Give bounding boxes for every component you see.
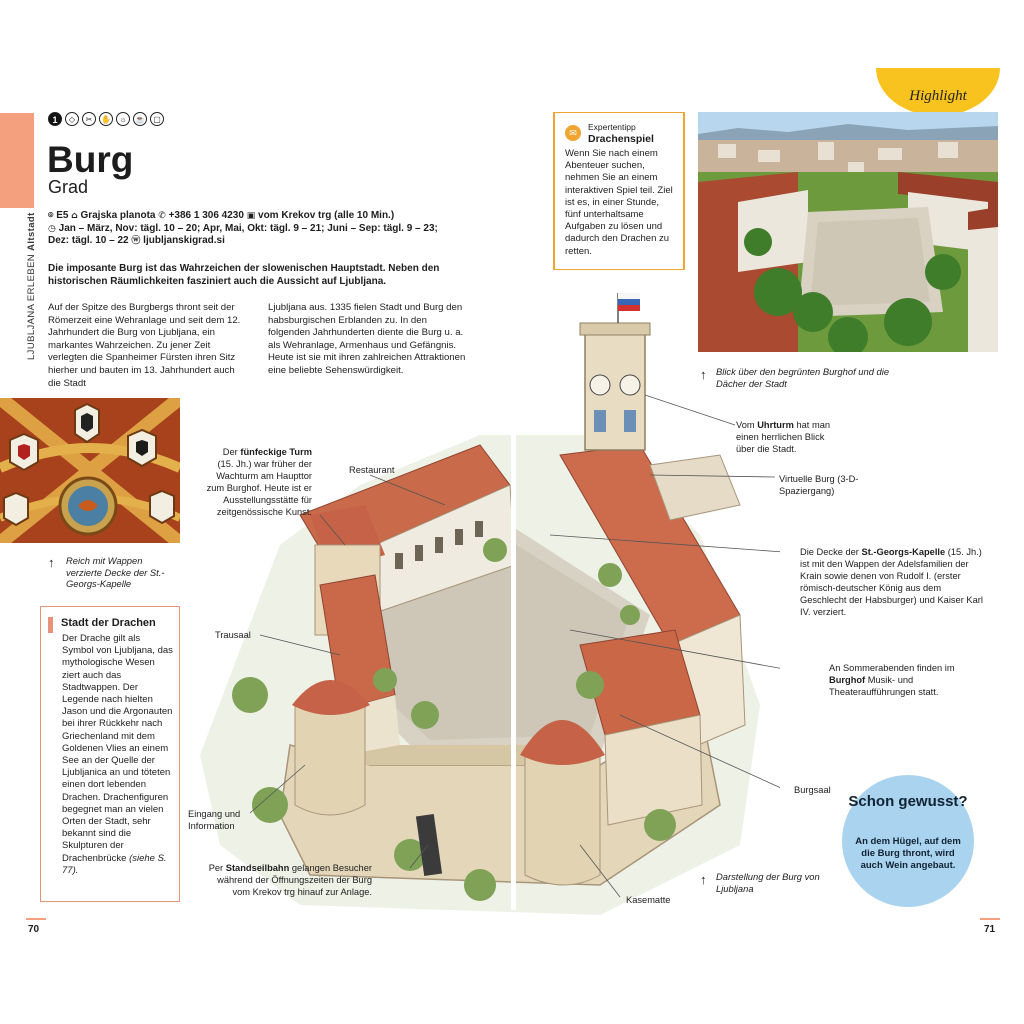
did-you-know-text: An dem Hügel, auf dem die Burg thront, wird auch Wein angebaut.: [855, 836, 961, 871]
page-title: Burg: [47, 139, 134, 180]
info-transport: vom Krekov trg (alle 10 Min.): [258, 210, 395, 221]
highlight-label: Highlight: [909, 88, 967, 104]
dragon-box-title: Stadt der Drachen: [61, 617, 156, 629]
lead-paragraph: Die imposante Burg ist das Wahrzeichen der slowenischen Hauptstadt. Neben den historischen Räumlichkeiten fasziniert auch die Aussicht auf Ljubljana.: [48, 263, 440, 287]
label-courtyard-prefix: An Sommerabenden finden im: [829, 663, 955, 673]
courtyard-photo-caption: Blick über den begrünten Burghof und die Dächer der Stadt: [716, 366, 890, 389]
section-color-tab: [0, 113, 34, 208]
entry-number: 1: [48, 112, 62, 126]
info-grid: E5: [56, 210, 69, 221]
label-funicular-prefix: Per: [208, 863, 226, 873]
chapel-ceiling-photo: [0, 398, 180, 543]
label-funicular-bold: Standseilbahn: [225, 863, 290, 873]
dragon-box-body: Der Drache gilt als Symbol von Ljubljana, das mythologische Wesen ziert auch das Stadtwappen. Der Legende nach hielten Jason und die Argonauten bei ihrer Rückkehr nach Griechenland mit dem Goldenen Vlies an einem See an der Quelle der Ljubljanica an und töteten einen dort lebenden Drachen. Drachenfiguren begegnet man an vielen Orten der Stadt, sehr bekannt sind die Skulpturen der Drachenbrücke: [62, 633, 173, 864]
hand-icon: ✋: [99, 112, 113, 126]
castle-illustration: [180, 285, 780, 925]
label-clock-prefix: Vom: [736, 420, 758, 430]
label-funicular: [200, 862, 372, 898]
map-pin-icon: ◇: [65, 112, 79, 126]
section-name: LJUBLJANA ERLEBEN: [26, 253, 37, 360]
label-tower-bold: fünfeckige Turm: [240, 447, 312, 457]
dragon-box-reference[interactable]: (siehe S. 77).: [62, 852, 167, 876]
dragon-box-text: [62, 633, 174, 877]
cup-icon: ☕: [133, 112, 147, 126]
chapel-ceiling-caption: Reich mit Wappen verzierte Decke der St.-Georgs-Kapelle: [66, 555, 165, 589]
body-column-2: Ljubljana aus. 1335 fielen Stadt und Burg den habsburgischen Erblanden zu. In den folgenden Jahrhunderten diente die Burg u. a. als Wehranlage, Armenhaus und Gefängnis. Heute ist sie mit ihren zahlreichen Attraktionen eine beliebte Sehenswürdigkeit.: [268, 302, 466, 376]
label-kasematte: Kasematte: [626, 895, 671, 905]
page-subtitle: Grad: [48, 177, 89, 197]
label-trausaal: Trausaal: [215, 630, 251, 640]
expert-tip-border-left: [553, 112, 555, 270]
bus-icon: ▣: [246, 211, 256, 221]
label-chapel-text: (15. Jh.) ist mit den Wappen der Adelsfamilien der Krain sowie denen von Rudolf I. (erster römisch-deutscher König aus dem Geschlecht der Habsburger) und Kaiser Karl IV. verziert.: [800, 547, 983, 617]
info-hours: Jan – März, Nov: tägl. 10 – 20; Apr, Mai, Okt: tägl. 9 – 21; Juni – Sep: tägl. 9 – 23; Dez: tägl. 10 – 22: [48, 222, 438, 246]
label-burgsaal: Burgsaal: [794, 785, 831, 795]
label-virtual-castle: Virtuelle Burg (3-D-Spaziergang): [779, 474, 859, 496]
info-web[interactable]: ljubljanskigrad.si: [143, 235, 225, 246]
expert-tip-text: Wenn Sie nach einem Abenteuer suchen, nehmen Sie an einem interaktiven Spiel teil. Ziel ist es, in einer Stunde, fünf unterhaltsame Aufgaben zu lösen und dadurch den Drachen zu retten.: [565, 148, 673, 257]
label-clock-tower: [736, 419, 836, 455]
label-chapel: [800, 546, 986, 618]
web-icon: ⓦ: [131, 236, 141, 246]
section-area: Altstadt: [26, 212, 37, 251]
did-you-know-title: Schon gewusst?: [848, 793, 968, 810]
label-tower-text: (15. Jh.) war früher der Wachturm am Haupttor zum Burghof. Heute ist er Ausstellungsstätte für zeitgenössische Kunst.: [206, 459, 312, 517]
expert-tip-kicker: Expertentipp: [588, 122, 636, 132]
label-funicular-text: gelangen Besucher während der Öffnungszeiten der Burg vom Krekov trg hinauf zur Anlage.: [217, 863, 372, 897]
page-number-right: 71: [984, 924, 996, 935]
category-icons: [48, 112, 164, 126]
clock-icon: ◷: [48, 223, 56, 234]
expert-tip-title: Drachenspiel: [588, 133, 654, 145]
dragon-box-accent-bar: [48, 617, 53, 633]
label-clock-bold: Uhrturm: [757, 420, 794, 430]
castle-icon: ⌂: [71, 211, 78, 221]
arrow-up-icon: ↑: [48, 555, 55, 570]
shopping-bag-icon: ▢: [150, 112, 164, 126]
label-clock-text: hat man einen herrlichen Blick über die Stadt.: [736, 420, 831, 454]
page-number-bar-left: [26, 918, 46, 920]
label-courtyard: [829, 662, 989, 698]
tools-icon: ✂: [82, 112, 96, 126]
illustration-caption: Darstellung der Burg von Ljubljana: [716, 871, 820, 894]
page-number-bar-right: [980, 918, 1000, 920]
label-chapel-prefix: Die Decke der: [800, 547, 862, 557]
body-column-1: Auf der Spitze des Burgbergs thront seit der Römerzeit eine Wehranlage und seit dem 12. Jahrhundert die Burg von Ljubljana, ein markantes Wahrzeichen. Zu jener Zeit verlegten die Spanheimer Fürsten ihren Sitz hierher und bauten im 13. Jahrhundert auch die Stadt: [48, 302, 241, 389]
arrow-up-icon: ↑: [700, 367, 707, 382]
section-side-label: [26, 212, 37, 360]
label-courtyard-text: Musik- und Theateraufführungen statt.: [829, 675, 939, 697]
arrow-up-icon: ↑: [700, 872, 707, 887]
label-tower-prefix: Der: [222, 447, 241, 457]
speech-bubble-icon: ✉: [565, 125, 581, 141]
label-restaurant: Restaurant: [349, 465, 395, 475]
label-courtyard-bold: Burghof: [829, 675, 866, 685]
label-five-sided-tower: [206, 446, 312, 518]
label-chapel-bold: St.-Georgs-Kapelle: [861, 547, 946, 557]
info-address: Grajska planota: [80, 210, 156, 221]
map-pin-icon: ⌾: [48, 211, 54, 221]
lightbulb-icon: ☼: [116, 112, 130, 126]
info-block: [48, 210, 448, 248]
page-number-left: 70: [28, 924, 40, 935]
info-phone: +386 1 306 4230: [168, 210, 244, 221]
page-gutter: [511, 430, 516, 910]
expert-tip-border-right: [683, 112, 685, 270]
phone-icon: ✆: [158, 211, 166, 221]
label-entrance: Eingang und Information: [188, 809, 241, 831]
